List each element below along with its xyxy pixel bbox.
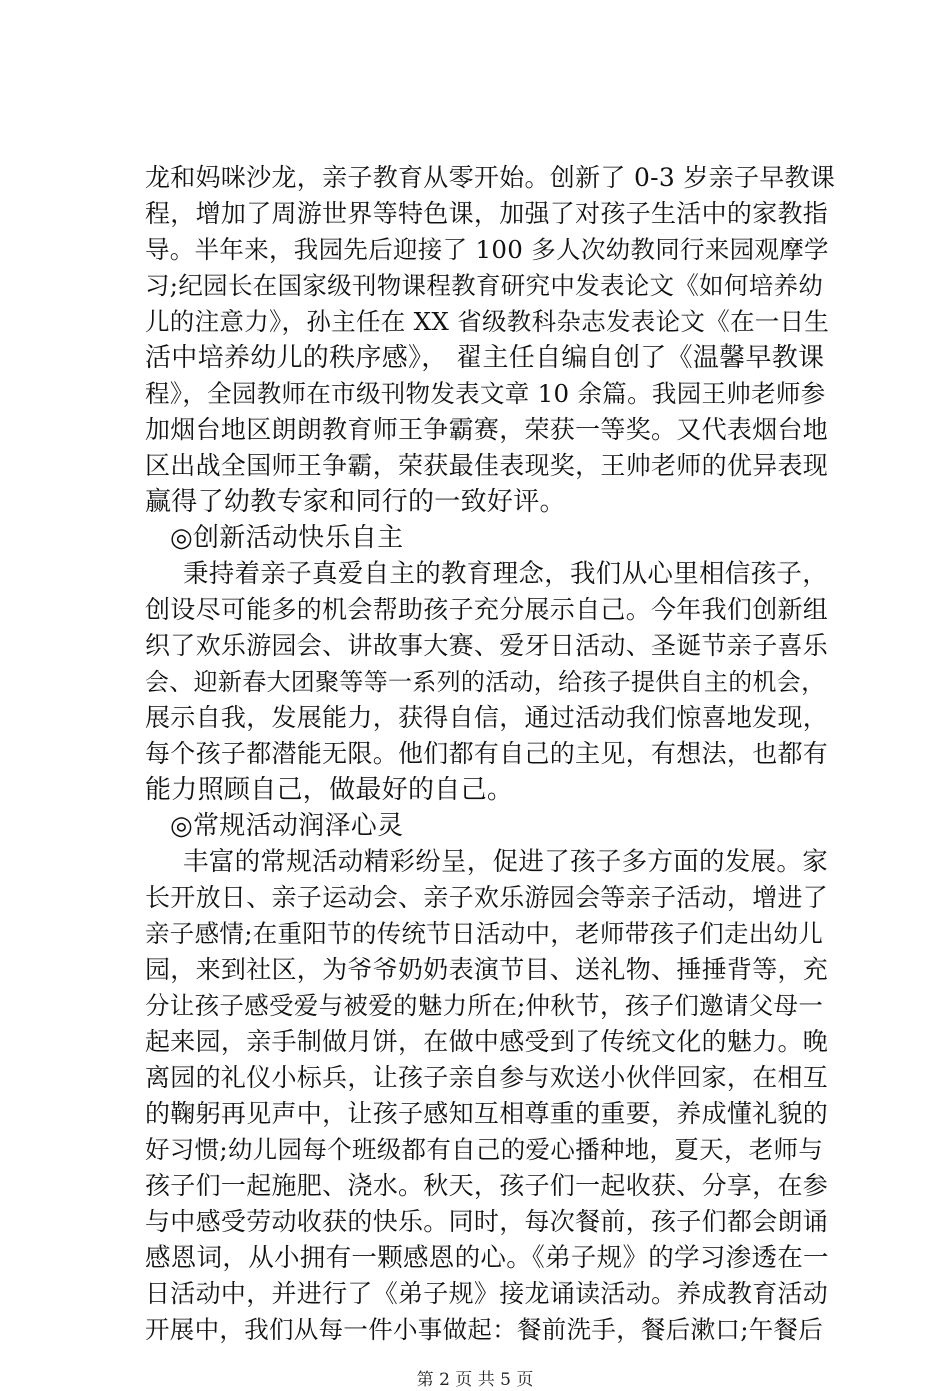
text-line: 感恩词，从小拥有一颗感恩的心。《弟子规》的学习渗透在一 (145, 1243, 829, 1273)
text-line: 园，来到社区，为爷爷奶奶表演节目、送礼物、捶捶背等，充 (145, 955, 829, 984)
text-line: 儿的注意力》，孙主任在 XX 省级教科杂志发表论文《在一日生 (145, 307, 830, 336)
text-line: 程》，全园教师在市级刊物发表文章 10 余篇。我园王帅老师参 (145, 379, 826, 408)
page-footer: 第 2 页 共 5 页 (416, 1370, 534, 1390)
text-line: 龙和妈咪沙龙，亲子教育从零开始。创新了 0-3 岁亲子早教课 (145, 163, 836, 192)
text-line: 展示自我，发展能力，获得自信，通过活动我们惊喜地发现， (145, 703, 829, 732)
text-line: 加烟台地区朗朗教育师王争霸赛，荣获一等奖。又代表烟台地 (145, 415, 829, 444)
text-line: 开展中，我们从每一件小事做起：餐前洗手，餐后漱口;午餐后 (145, 1315, 824, 1344)
text-line: 亲子感情;在重阳节的传统节日活动中，老师带孩子们走出幼儿 (145, 919, 824, 948)
text-line: 好习惯;幼儿园每个班级都有自己的爱心播种地，夏天，老师与 (145, 1135, 824, 1164)
text-line: 长开放日、亲子运动会、亲子欢乐游园会等亲子活动，增进了 (145, 883, 829, 912)
text-line: 习;纪园长在国家级刊物课程教育研究中发表论文《如何培养幼 (145, 271, 824, 300)
text-line: 起来园，亲手制做月饼，在做中感受到了传统文化的魅力。晚 (145, 1027, 829, 1056)
text-line: 会、迎新春大团聚等等一系列的活动，给孩子提供自主的机会， (145, 668, 826, 696)
section-heading: ◎常规活动润泽心灵 (170, 811, 404, 841)
text-line: 的鞠躬再见声中，让孩子感知互相尊重的重要，养成懂礼貌的 (145, 1099, 829, 1128)
text-line: 活中培养幼儿的秩序感》， 翟主任自编自创了《温馨早教课 (145, 343, 825, 373)
text-line: 创设尽可能多的机会帮助孩子充分展示自己。今年我们创新组 (145, 595, 829, 624)
text-line: 区出战全国师王争霸，荣获最佳表现奖，王帅老师的优异表现 (145, 451, 829, 480)
text-line: 孩子们一起施肥、浇水。秋天，孩子们一起收获、分享，在参 (145, 1171, 829, 1200)
section-heading: ◎创新活动快乐自主 (170, 523, 404, 553)
text-line: 导。半年来，我园先后迎接了 100 多人次幼教同行来园观摩学 (145, 235, 829, 264)
text-line: 每个孩子都潜能无限。他们都有自己的主见，有想法，也都有 (145, 739, 829, 768)
text-line: 日活动中，并进行了《弟子规》接龙诵读活动。养成教育活动 (145, 1279, 829, 1308)
text-line: 赢得了幼教专家和同行的一致好评。 (145, 487, 566, 517)
text-line: 织了欢乐游园会、讲故事大赛、爱牙日活动、圣诞节亲子喜乐 (145, 631, 829, 660)
text-line: 程，增加了周游世界等特色课，加强了对孩子生活中的家教指 (145, 199, 829, 228)
text-line: 丰富的常规活动精彩纷呈，促进了孩子多方面的发展。家 (183, 847, 829, 877)
text-line: 离园的礼仪小标兵，让孩子亲自参与欢送小伙伴回家，在相互 (145, 1063, 829, 1092)
text-line: 秉持着亲子真爱自主的教育理念，我们从心里相信孩子， (183, 559, 829, 589)
text-line: 分让孩子感受爱与被爱的魅力所在;仲秋节，孩子们邀请父母一 (145, 991, 824, 1020)
text-line: 与中感受劳动收获的快乐。同时，每次餐前，孩子们都会朗诵 (145, 1207, 829, 1236)
text-line: 能力照顾自己，做最好的自己。 (145, 775, 514, 805)
